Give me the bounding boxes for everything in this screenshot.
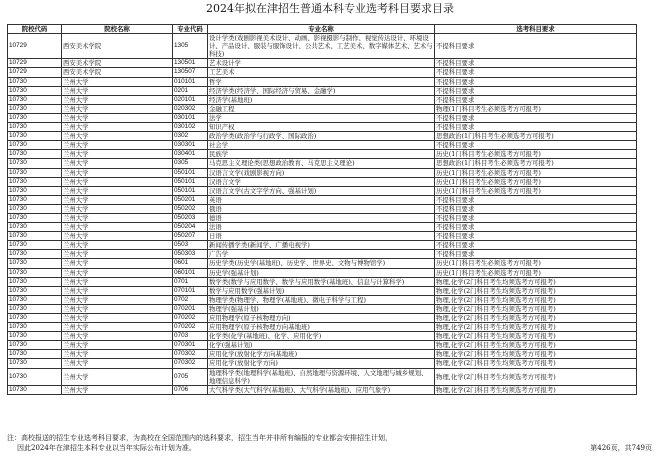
school-name-cell: 兰州大学 [62, 213, 173, 222]
table-row [8, 241, 637, 250]
requirement-cell: 思想政治(1门科目考生必须选考方可报考) [435, 159, 637, 168]
school-name-cell: 兰州大学 [62, 77, 173, 86]
table-row [8, 141, 637, 150]
major-code-cell: 030102 [173, 123, 208, 132]
footnote [7, 433, 567, 453]
requirement-cell: 不提科目要求 [435, 141, 637, 150]
school-code-cell: 10730 [8, 241, 62, 250]
school-name-cell: 兰州大学 [62, 223, 173, 232]
major-code-cell: 070201 [173, 304, 208, 313]
school-code-cell: 10730 [8, 350, 62, 359]
major-code-cell: 0702 [173, 295, 208, 304]
footnote-line-1: 注：高校报送的招生专业选考科目要求，为高校在全国范围内的选科要求，招生当年并非所有编报的专业都会安排招生计划， [7, 434, 392, 442]
requirement-cell: 不提科目要求 [435, 123, 637, 132]
table-row [8, 113, 637, 122]
school-name-cell: 兰州大学 [62, 168, 173, 177]
page-number: 第426页，共749页 [590, 444, 652, 452]
table-row [8, 77, 637, 86]
major-name-cell: 应用物理学(原子核物理方向基地班) [208, 323, 435, 332]
major-code-cell: 030401 [173, 150, 208, 159]
school-name-cell: 兰州大学 [62, 295, 173, 304]
school-code-cell: 10730 [8, 304, 62, 313]
school-code-cell: 10729 [8, 59, 62, 68]
major-code-cell: 020101 [173, 95, 208, 104]
table-row [8, 295, 637, 304]
major-name-cell: 艺术设计学 [208, 59, 435, 68]
header-major-code: 专业代码 [173, 25, 208, 34]
table-row [8, 95, 637, 104]
school-code-cell: 10730 [8, 332, 62, 341]
school-code-cell: 10730 [8, 314, 62, 323]
table-row [8, 314, 637, 323]
major-code-cell: 130501 [173, 59, 208, 68]
table-row [8, 350, 637, 359]
major-name-cell: 英语 [208, 195, 435, 204]
school-name-cell: 西安美术学院 [62, 34, 173, 59]
school-name-cell: 西安美术学院 [62, 68, 173, 77]
school-name-cell: 兰州大学 [62, 332, 173, 341]
school-name-cell: 兰州大学 [62, 277, 173, 286]
school-code-cell: 10730 [8, 123, 62, 132]
table-row [8, 86, 637, 95]
header-school-code: 院校代码 [8, 25, 62, 34]
school-name-cell: 兰州大学 [62, 259, 173, 268]
school-code-cell: 10730 [8, 232, 62, 241]
requirement-cell: 物理,化学(2门科目考生均须选考方可报考) [435, 359, 637, 368]
major-name-cell: 经济学类(经济学、国际经济与贸易、金融学) [208, 86, 435, 95]
table-row [8, 34, 637, 59]
school-code-cell: 10730 [8, 168, 62, 177]
requirement-cell: 历史(1门科目考生必须选考方可报考) [435, 268, 637, 277]
school-code-cell: 10730 [8, 368, 62, 385]
major-name-cell: 汉语言文学(古文字学方向、强基计划) [208, 186, 435, 195]
major-name-cell: 数学与应用数学(强基计划) [208, 286, 435, 295]
major-code-cell: 0705 [173, 368, 208, 385]
school-name-cell: 兰州大学 [62, 250, 173, 259]
table-row [8, 177, 637, 186]
requirement-cell: 不提科目要求 [435, 113, 637, 122]
school-name-cell: 兰州大学 [62, 177, 173, 186]
major-code-cell: 130507 [173, 68, 208, 77]
major-name-cell: 应用化学(放射化学方向基地班) [208, 350, 435, 359]
major-name-cell: 德语 [208, 213, 435, 222]
school-name-cell: 兰州大学 [62, 123, 173, 132]
requirement-cell: 物理,化学(2门科目考生均须选考方可报考) [435, 304, 637, 313]
table-row [8, 159, 637, 168]
table-row [8, 259, 637, 268]
school-name-cell: 兰州大学 [62, 323, 173, 332]
school-code-cell: 10730 [8, 132, 62, 141]
major-name-cell: 物理学类(物理学、物理学(基地班)、微电子科学与工程) [208, 295, 435, 304]
requirement-cell: 不提科目要求 [435, 195, 637, 204]
table-header-row [8, 25, 637, 34]
table-row [8, 195, 637, 204]
school-name-cell: 兰州大学 [62, 241, 173, 250]
school-name-cell: 兰州大学 [62, 86, 173, 95]
school-code-cell: 10730 [8, 223, 62, 232]
requirement-cell: 不提科目要求 [435, 241, 637, 250]
school-code-cell: 10730 [8, 95, 62, 104]
requirement-cell: 物理,化学(2门科目考生均须选考方可报考) [435, 341, 637, 350]
header-major-name: 专业名称 [208, 25, 435, 34]
major-code-cell: 070302 [173, 350, 208, 359]
major-code-cell: 0706 [173, 385, 208, 394]
school-name-cell: 兰州大学 [62, 113, 173, 122]
school-code-cell: 10730 [8, 159, 62, 168]
table-row [8, 286, 637, 295]
requirement-cell: 不提科目要求 [435, 204, 637, 213]
school-code-cell: 10730 [8, 323, 62, 332]
major-code-cell: 0302 [173, 132, 208, 141]
requirement-cell: 不提科目要求 [435, 59, 637, 68]
page-title: 2024年拟在津招生普通本科专业选考科目要求目录 [206, 2, 454, 15]
major-code-cell: 1305 [173, 34, 208, 59]
major-name-cell: 工艺美术 [208, 68, 435, 77]
school-name-cell: 兰州大学 [62, 132, 173, 141]
school-code-cell: 10730 [8, 141, 62, 150]
requirement-cell: 物理,化学(2门科目考生均须选考方可报考) [435, 277, 637, 286]
school-code-cell: 10730 [8, 204, 62, 213]
requirement-cell: 思想政治(1门科目考生必须选考方可报考) [435, 132, 637, 141]
requirement-cell: 物理,化学(2门科目考生均须选考方可报考) [435, 286, 637, 295]
school-code-cell: 10730 [8, 295, 62, 304]
major-name-cell: 马克思主义理论类(思想政治教育、马克思主义理论) [208, 159, 435, 168]
requirement-cell: 物理,化学(2门科目考生均须选考方可报考) [435, 332, 637, 341]
major-code-cell: 070202 [173, 323, 208, 332]
table-row [8, 186, 637, 195]
requirement-cell: 不提科目要求 [435, 86, 637, 95]
major-code-cell: 050203 [173, 213, 208, 222]
school-name-cell: 兰州大学 [62, 341, 173, 350]
major-code-cell: 050101 [173, 177, 208, 186]
school-name-cell: 兰州大学 [62, 195, 173, 204]
header-requirement: 选考科目要求 [435, 25, 637, 34]
table-row [8, 250, 637, 259]
major-name-cell: 化学类(化学(基地班)、化学、应用化学) [208, 332, 435, 341]
major-name-cell: 大气科学类(大气科学(基地班)、大气科学(基地班)、应用气象学) [208, 385, 435, 394]
requirement-cell: 不提科目要求 [435, 77, 637, 86]
requirements-table [7, 24, 637, 395]
school-code-cell: 10730 [8, 277, 62, 286]
table-row [8, 59, 637, 68]
requirement-cell: 物理,化学(2门科目考生均须选考方可报考) [435, 295, 637, 304]
requirement-cell: 物理,化学(2门科目考生均须选考方可报考) [435, 323, 637, 332]
table-row [8, 304, 637, 313]
school-name-cell: 兰州大学 [62, 368, 173, 385]
major-name-cell: 新闻传播学类(新闻学、广播电视学) [208, 241, 435, 250]
table-row [8, 132, 637, 141]
requirement-cell: 物理(1门科目考生必须选考方可报考) [435, 104, 637, 113]
table-row [8, 104, 637, 113]
school-name-cell: 兰州大学 [62, 232, 173, 241]
school-code-cell: 10730 [8, 341, 62, 350]
school-name-cell: 兰州大学 [62, 359, 173, 368]
school-name-cell: 西安美术学院 [62, 59, 173, 68]
school-code-cell: 10730 [8, 86, 62, 95]
major-code-cell: 070301 [173, 341, 208, 350]
major-code-cell: 050101 [173, 186, 208, 195]
major-code-cell: 050207 [173, 232, 208, 241]
major-code-cell: 050201 [173, 195, 208, 204]
requirement-cell: 物理,化学(2门科目考生均须选考方可报考) [435, 314, 637, 323]
school-name-cell: 兰州大学 [62, 204, 173, 213]
major-name-cell: 设计学类(戏剧影视美术设计、动画、影视摄影与制作、视觉传达设计、环境设计、产品设计、服装与服饰设计、公共艺术、工艺美术、数字媒体艺术、艺术与科技) [209, 34, 433, 59]
school-code-cell: 10730 [8, 213, 62, 222]
school-name-cell: 兰州大学 [62, 314, 173, 323]
footnote-line-2: 因此2024年在津招生本科专业以当年实际公布计划为准。 [17, 444, 196, 452]
major-name-cell: 民族学 [208, 150, 435, 159]
table-row [8, 359, 637, 368]
major-name-cell: 物理学(强基计划) [208, 304, 435, 313]
major-code-cell: 070202 [173, 314, 208, 323]
major-code-cell: 050101 [173, 168, 208, 177]
major-name-cell: 历史学类(历史学(基地班)、历史学、世界史、文物与博物馆学) [208, 259, 435, 268]
school-code-cell: 10730 [8, 385, 62, 394]
school-name-cell: 兰州大学 [62, 186, 173, 195]
major-code-cell: 0201 [173, 86, 208, 95]
major-name-cell: 政治学类(政治学与行政学、国际政治) [208, 132, 435, 141]
table-row [8, 123, 637, 132]
school-name-cell: 兰州大学 [62, 286, 173, 295]
major-name-cell: 数学类(数学与应用数学、数学与应用数学(基地班)、信息与计算科学) [208, 277, 435, 286]
school-code-cell: 10730 [8, 104, 62, 113]
major-code-cell: 050303 [173, 250, 208, 259]
major-code-cell: 0703 [173, 332, 208, 341]
major-code-cell: 050202 [173, 204, 208, 213]
requirement-cell: 不提科目要求 [435, 250, 637, 259]
requirement-cell: 物理,化学(2门科目考生均须选考方可报考) [435, 350, 637, 359]
school-code-cell: 10729 [8, 68, 62, 77]
school-name-cell: 兰州大学 [62, 95, 173, 104]
major-name-cell: 哲学 [208, 77, 435, 86]
requirement-cell: 历史(1门科目考生必须选考方可报考) [435, 168, 637, 177]
table-row [8, 385, 637, 394]
school-name-cell: 兰州大学 [62, 268, 173, 277]
major-code-cell: 010101 [173, 77, 208, 86]
major-name-cell: 法学 [208, 113, 435, 122]
requirement-cell: 历史(1门科目考生必须选考方可报考) [435, 150, 637, 159]
table-row [8, 232, 637, 241]
table-row [8, 332, 637, 341]
major-code-cell: 050204 [173, 223, 208, 232]
school-name-cell: 兰州大学 [62, 385, 173, 394]
school-code-cell: 10730 [8, 286, 62, 295]
table-row [8, 268, 637, 277]
major-code-cell: 0503 [173, 241, 208, 250]
major-code-cell: 030101 [173, 113, 208, 122]
school-code-cell: 10730 [8, 186, 62, 195]
major-name-cell: 地理科学类(地理科学(基地班)、自然地理与资源环境、人文地理与城乡规划、地理信息科学) [208, 368, 435, 385]
major-name-cell: 俄语 [208, 204, 435, 213]
major-name-cell: 历史学(强基计划) [208, 268, 435, 277]
school-code-cell: 10730 [8, 259, 62, 268]
major-name-cell: 经济学(基地班) [208, 95, 435, 104]
requirement-cell: 不提科目要求 [435, 213, 637, 222]
major-name-cell: 法语 [208, 223, 435, 232]
school-name-cell: 兰州大学 [62, 141, 173, 150]
major-name-cell: 社会学 [208, 141, 435, 150]
major-code-cell: 0601 [173, 259, 208, 268]
table-row [8, 204, 637, 213]
major-name-cell: 汉语言文学 [208, 177, 435, 186]
table-row [8, 213, 637, 222]
major-name-cell: 汉语言文学(戏剧影视方向) [208, 168, 435, 177]
table-row [8, 68, 637, 77]
major-code-cell: 0701 [173, 277, 208, 286]
table-row [8, 223, 637, 232]
school-code-cell: 10730 [8, 268, 62, 277]
requirement-cell: 历史(1门科目考生必须选考方可报考) [435, 186, 637, 195]
table-row [8, 323, 637, 332]
school-code-cell: 10730 [8, 113, 62, 122]
major-name-cell: 化学(强基计划) [208, 341, 435, 350]
school-name-cell: 兰州大学 [62, 104, 173, 113]
school-name-cell: 兰州大学 [62, 159, 173, 168]
school-code-cell: 10730 [8, 195, 62, 204]
requirement-cell: 历史(1门科目考生必须选考方可报考) [435, 177, 637, 186]
school-code-cell: 10730 [8, 250, 62, 259]
major-name-cell: 金融工程 [208, 104, 435, 113]
major-code-cell: 0305 [173, 159, 208, 168]
major-name-cell: 广告学 [208, 250, 435, 259]
major-code-cell: 070302 [173, 359, 208, 368]
major-name-cell: 日语 [208, 232, 435, 241]
requirement-cell: 不提科目要求 [435, 95, 637, 104]
school-code-cell: 10730 [8, 177, 62, 186]
major-code-cell: 020302 [173, 104, 208, 113]
major-code-cell: 030301 [173, 141, 208, 150]
table-row [8, 168, 637, 177]
major-code-cell: 070101 [173, 286, 208, 295]
major-name-cell: 应用化学(放射化学方向) [208, 359, 435, 368]
school-name-cell: 兰州大学 [62, 350, 173, 359]
school-code-cell: 10730 [8, 150, 62, 159]
requirement-cell: 不提科目要求 [435, 223, 637, 232]
header-school-name: 院校名称 [62, 25, 173, 34]
table-row [8, 341, 637, 350]
requirement-cell: 物理,化学(2门科目考生均须选考方可报考) [435, 385, 637, 394]
school-code-cell: 10729 [8, 34, 62, 59]
requirement-cell: 历史(1门科目考生必须选考方可报考) [435, 259, 637, 268]
school-code-cell: 10730 [8, 359, 62, 368]
table-row [8, 277, 637, 286]
table-row [8, 150, 637, 159]
school-code-cell: 10730 [8, 77, 62, 86]
major-name-cell: 应用物理学(原子核物理方向) [208, 314, 435, 323]
requirement-cell: 物理,化学(2门科目考生均须选考方可报考) [435, 368, 637, 385]
requirement-cell: 不提科目要求 [435, 232, 637, 241]
table-body [8, 34, 637, 395]
school-name-cell: 兰州大学 [62, 304, 173, 313]
school-name-cell: 兰州大学 [62, 150, 173, 159]
table-row [8, 368, 637, 385]
major-name-cell: 知识产权 [208, 123, 435, 132]
major-code-cell: 060101 [173, 268, 208, 277]
requirement-cell: 不提科目要求 [435, 68, 637, 77]
requirement-cell: 不提科目要求 [435, 34, 637, 59]
